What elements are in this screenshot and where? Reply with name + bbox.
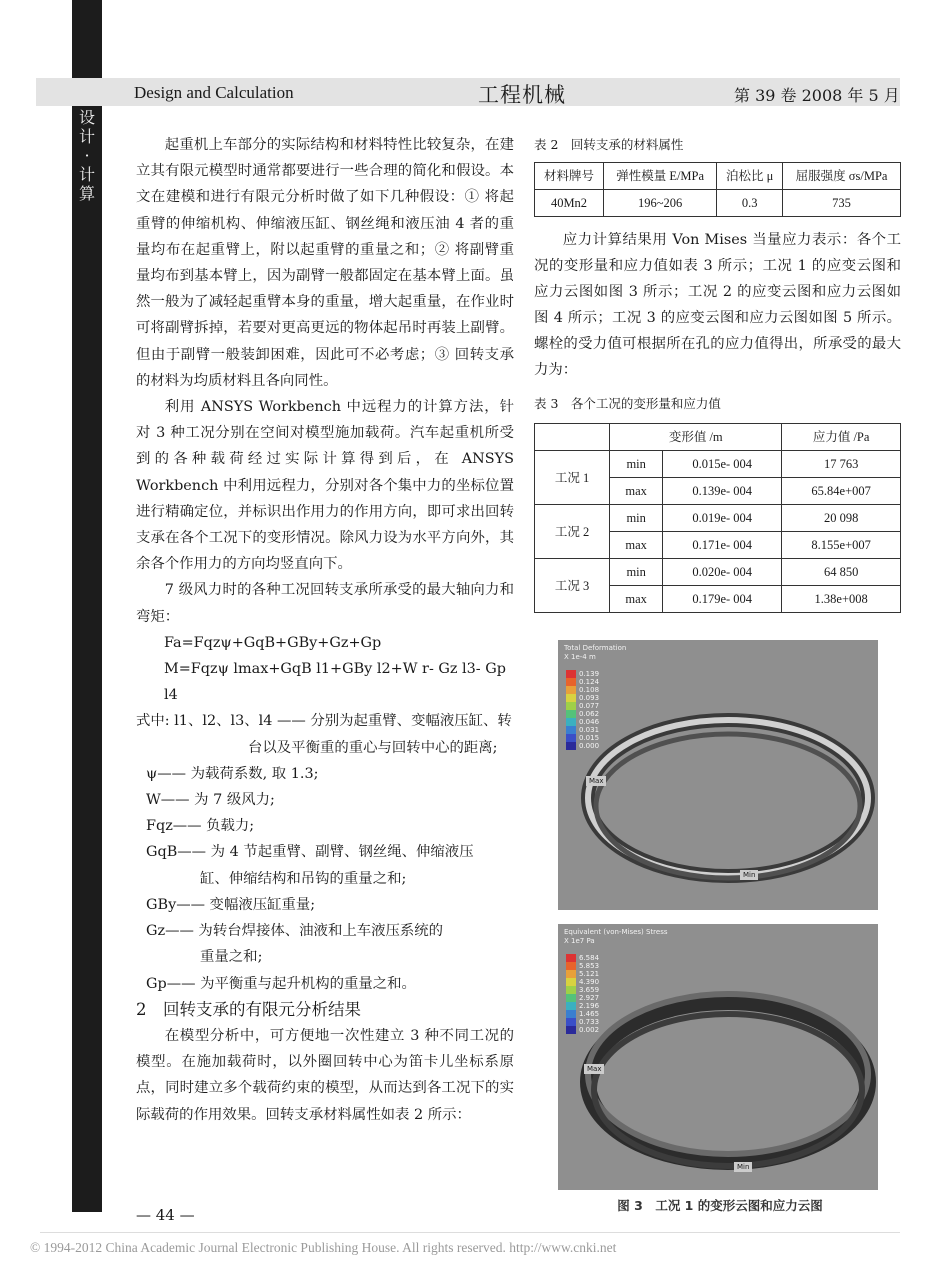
table3-caption: 表 3 各个工况的变形量和应力值 — [534, 396, 721, 411]
max-marker: Max — [586, 776, 606, 786]
legend-value: 3.659 — [579, 986, 600, 994]
table-header: 泊松比 μ — [717, 163, 783, 190]
table-cell: 65.84e+007 — [782, 478, 901, 505]
table-cell: min — [610, 505, 663, 532]
case-cell: 工况 2 — [535, 505, 610, 559]
footer-divider — [40, 1232, 900, 1233]
plot-title: Total Deformation X 1e-4 m — [564, 644, 627, 661]
table-cell: 735 — [783, 190, 901, 217]
legend-value: 0.093 — [579, 694, 600, 702]
figure-caption: 图 3 工况 1 的变形云图和应力云图 — [617, 1198, 823, 1213]
table2-caption: 表 2 回转支承的材料属性 — [534, 137, 684, 152]
page-number: — 44 — — [136, 1206, 195, 1224]
table-cell: min — [610, 559, 663, 586]
definition: Fqz—— 负载力; — [146, 818, 255, 835]
deformation-contour-plot — [558, 640, 878, 910]
table-header: 应力值 /Pa — [782, 424, 901, 451]
legend-value: 1.465 — [579, 1010, 600, 1018]
table-cell: 40Mn2 — [535, 190, 604, 217]
definition: Gp—— 为平衡重与起升机构的重量之和。 — [146, 975, 416, 992]
definition: Gz—— 为转台焊接体、油液和上车液压系统的 — [146, 923, 444, 940]
plot-title: Equivalent (von-Mises) Stress X 1e7 Pa — [564, 928, 668, 945]
legend-value: 0.062 — [579, 710, 600, 718]
left-column — [136, 132, 514, 1128]
legend-value: 0.000 — [579, 742, 600, 750]
sidebar-tab-label: 设 计 · 计 算 — [78, 108, 95, 203]
table-header: 屈服强度 σs/MPa — [783, 163, 901, 190]
legend-value: 0.046 — [579, 718, 600, 726]
sidebar-strip — [72, 0, 102, 1212]
journal-title: 工程机械 — [478, 83, 566, 107]
legend-value: 5.121 — [579, 970, 600, 978]
section-heading: 2 回转支承的有限元分析结果 — [136, 999, 361, 1019]
table-cell: 196~206 — [604, 190, 717, 217]
min-marker: Min — [734, 1162, 752, 1172]
legend-value: 6.584 — [579, 954, 600, 962]
table-cell: 1.38e+008 — [782, 586, 901, 613]
right-column — [534, 132, 901, 613]
min-marker: Min — [740, 870, 758, 880]
legend-value: 0.733 — [579, 1018, 600, 1026]
table-cell: 0.020e- 004 — [663, 559, 782, 586]
table-cell: max — [610, 532, 663, 559]
legend-value: 5.853 — [579, 962, 600, 970]
table-cell: min — [610, 451, 663, 478]
paragraph: 在模型分析中，可方便地一次性建立 3 种不同工况的模型。在施加载荷时，以外圈回转中心为笛卡儿坐标系原点，同时建立多个载荷约束的模型，从而达到各工况下的实际载荷的作用效果。回转支承材料属性如表 2 所示： — [136, 1027, 514, 1123]
table-cell: 0.019e- 004 — [663, 505, 782, 532]
ring-render — [558, 640, 878, 910]
paragraph: 7 级风力时的各种工况回转支承所承受的最大轴向力和弯矩： — [136, 582, 514, 625]
definition: W—— 为 7 级风力; — [146, 792, 275, 809]
where-continued: 台以及平衡重的重心与回转中心的距离; — [248, 739, 498, 756]
ring-render — [558, 924, 878, 1190]
table-cell: 17 763 — [782, 451, 901, 478]
case-cell: 工况 3 — [535, 559, 610, 613]
table-cell: 0.3 — [717, 190, 783, 217]
definition: GBy—— 变幅液压缸重量; — [146, 896, 316, 913]
legend-value: 0.015 — [579, 734, 600, 742]
table2 — [534, 162, 901, 217]
table3 — [534, 423, 901, 613]
table-cell: max — [610, 478, 663, 505]
table-header: 材料牌号 — [535, 163, 604, 190]
table-header: 变形值 /m — [610, 424, 782, 451]
definition-cont: 重量之和; — [200, 949, 263, 966]
table-cell: max — [610, 586, 663, 613]
paragraph: 利用 ANSYS Workbench 中远程力的计算方法，针对 3 种工况分别在空间对模型施加载荷。汽车起重机所受到的各种载荷经过实际计算得到后，在 ANSYS Workbench 中利用远程力，分别对各个集中力的坐标位置进行精确定位，并标识出作用力的作用方向，即可求出回转支承在各个工况下的变形情况。除风力设为水平方向外，其余各个作用力的方向均竖直向下。 — [136, 399, 514, 573]
paragraph: 起重机上车部分的实际结构和材料特性比较复杂，在建立其有限元模型时通常都要进行一些合理的简化和假设。本文在建模和进行有限元分析时做了如下几种假设：① 将起重臂的伸缩机构、伸缩液压缸、钢丝绳和液压油 4 者的重量均布在起重臂上，附以起重臂的重量之和；② 将副臂重量均布到基本臂上，因为副臂一般都固定在基本臂上面。虽然一般为了减轻起重臂本身的重量，增大起重量，在作业时可将副臂拆掉，若要对更高更远的物体起吊时再装上副臂。但由于副臂一般装卸困难，因此可不必考虑；③ 回转支承的材料为均质材料且各向同性。 — [136, 137, 514, 389]
stress-contour-plot — [558, 924, 878, 1190]
legend-value: 2.196 — [579, 1002, 600, 1010]
header-left: Design and Calculation — [134, 83, 294, 102]
legend-value: 0.031 — [579, 726, 600, 734]
definition-cont: 缸、伸缩结构和吊钩的重量之和; — [200, 870, 407, 887]
copyright-notice: © 1994-2012 China Academic Journal Electronic Publishing House. All rights reserved. http://www.cnki.net — [30, 1240, 617, 1255]
table-header — [535, 424, 610, 451]
issue-info: 第 39 卷 2008 年 5 月 — [734, 86, 900, 105]
table-cell: 64 850 — [782, 559, 901, 586]
legend-value: 0.002 — [579, 1026, 600, 1034]
legend-value: 0.108 — [579, 686, 600, 694]
legend-value: 2.927 — [579, 994, 600, 1002]
formula-axial-force: Fa=Fqzψ+GqB+GBy+Gz+Gp — [164, 634, 382, 651]
table-cell: 0.179e- 004 — [663, 586, 782, 613]
legend-value: 0.139 — [579, 670, 600, 678]
table-cell: 0.015e- 004 — [663, 451, 782, 478]
table-cell: 20 098 — [782, 505, 901, 532]
where-label: 式中: l1、l2、l3、l4 —— 分别为起重臂、变幅液压缸、转 — [136, 713, 512, 730]
legend-value: 0.077 — [579, 702, 600, 710]
definition: ψ—— 为载荷系数, 取 1.3; — [146, 765, 319, 782]
table-cell: 8.155e+007 — [782, 532, 901, 559]
max-marker: Max — [584, 1064, 604, 1074]
legend-value: 4.390 — [579, 978, 600, 986]
table-header: 弹性模量 E/MPa — [604, 163, 717, 190]
paragraph: 应力计算结果用 Von Mises 当量应力表示：各个工况的变形量和应力值如表 3 所示；工况 1 的应变云图和应力云图如图 3 所示；工况 2 的应变云图和应力云图如图 4 所示；工况 3 的应变云图和应力云图如图 5 所示。螺栓的受力值可根据所在孔的应力值得出，所承受的最大力为： — [534, 232, 901, 378]
table-cell: 0.171e- 004 — [663, 532, 782, 559]
definition: GqB—— 为 4 节起重臂、副臂、钢丝绳、伸缩液压 — [146, 844, 474, 861]
legend-value: 0.124 — [579, 678, 600, 686]
formula-moment: M=Fqzψ lmax+GqB l1+GBy l2+W r- Gz l3- Gp l4 — [164, 661, 506, 704]
table-cell: 0.139e- 004 — [663, 478, 782, 505]
case-cell: 工况 1 — [535, 451, 610, 505]
